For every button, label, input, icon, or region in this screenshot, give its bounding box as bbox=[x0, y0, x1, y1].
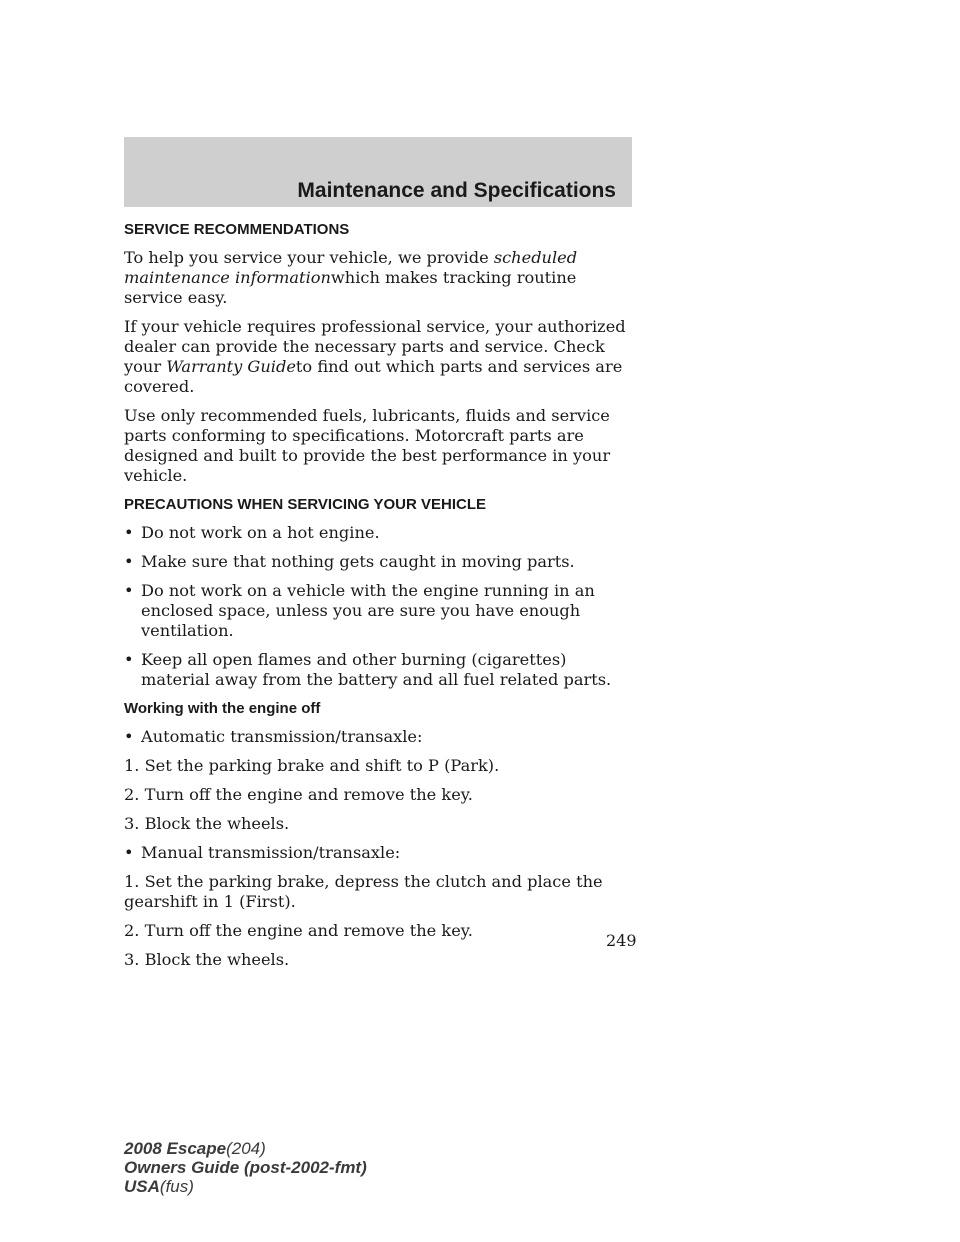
list-item-automatic: • Automatic transmission/transaxle: bbox=[124, 727, 423, 746]
footer-line-model: 2008 Escape(204) bbox=[124, 1139, 266, 1158]
step-item: 3. Block the wheels. bbox=[124, 950, 290, 969]
section-title: Maintenance and Specifications bbox=[297, 179, 616, 202]
step-item: 3. Block the wheels. bbox=[124, 814, 290, 833]
bullet-icon: • bbox=[124, 650, 134, 669]
step-item: 1. Set the parking brake, depress the clutch and place the gearshift in 1 (First). bbox=[124, 872, 603, 911]
bullet-icon: • bbox=[124, 581, 134, 600]
list-item-manual: • Manual transmission/transaxle: bbox=[124, 843, 401, 862]
page-number: 249 bbox=[606, 931, 637, 950]
list-item: • Do not work on a hot engine. bbox=[124, 523, 380, 542]
step-item: 1. Set the parking brake and shift to P (Park). bbox=[124, 756, 500, 775]
page-content bbox=[124, 220, 632, 979]
footer-line-guide: Owners Guide (post-2002-fmt) bbox=[124, 1158, 367, 1177]
emphasis-scheduled-maintenance: scheduled maintenance information bbox=[124, 248, 578, 287]
list-item: • Make sure that nothing gets caught in moving parts. bbox=[124, 552, 575, 571]
document-footer bbox=[124, 1139, 367, 1196]
bullet-icon: • bbox=[124, 727, 134, 746]
bullet-icon: • bbox=[124, 843, 134, 862]
heading-service-recommendations: SERVICE RECOMMENDATIONS bbox=[124, 221, 350, 238]
paragraph-recommended-parts: Use only recommended fuels, lubricants, fluids and service parts conforming to specifications. Motorcraft parts are designed and built to provide the best performance in your vehicle. bbox=[124, 406, 611, 485]
heading-engine-off: Working with the engine off bbox=[124, 700, 321, 717]
paragraph-service-intro: To help you service your vehicle, we provide scheduled maintenance informationwhich makes tracking routine service easy. bbox=[124, 248, 578, 307]
footer-line-market: USA(fus) bbox=[124, 1177, 194, 1196]
list-item: • Keep all open flames and other burning (cigarettes) material away from the battery and all fuel related parts. bbox=[124, 650, 612, 689]
bullet-icon: • bbox=[124, 552, 134, 571]
bullet-icon: • bbox=[124, 523, 134, 542]
heading-precautions: PRECAUTIONS WHEN SERVICING YOUR VEHICLE bbox=[124, 496, 486, 513]
list-item: • Do not work on a vehicle with the engine running in an enclosed space, unless you are sure you have enough ventilation. bbox=[124, 581, 595, 640]
emphasis-warranty-guide: Warranty Guide bbox=[166, 357, 296, 376]
paragraph-professional-service: If your vehicle requires professional service, your authorized dealer can provide the necessary parts and service. Check your Warranty Guideto find out which parts and services are covered. bbox=[124, 317, 626, 396]
step-item: 2. Turn off the engine and remove the key. bbox=[124, 785, 473, 804]
step-item: 2. Turn off the engine and remove the key. bbox=[124, 921, 473, 940]
section-header-bar bbox=[124, 137, 632, 207]
